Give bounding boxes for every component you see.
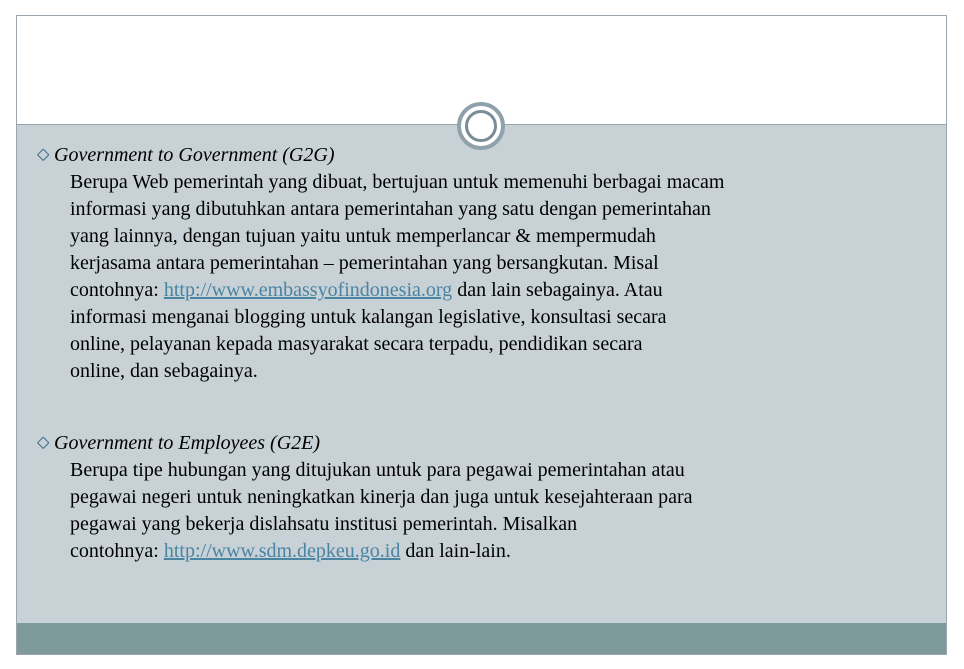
- body-line: online, dan sebagainya.: [70, 360, 258, 382]
- bullet-diamond-icon: [37, 148, 50, 161]
- link-prefix: contohnya:: [70, 540, 164, 562]
- body-line: Berupa Web pemerintah yang dibuat, bertujuan untuk memenuhi berbagai macam: [70, 171, 725, 193]
- body-line: pegawai negeri untuk neningkatkan kinerja dan juga untuk kesejahteraan para: [70, 486, 693, 508]
- bullet-heading: [38, 430, 895, 457]
- body-line: online, pelayanan kepada masyarakat secara terpadu, pendidikan secara: [70, 333, 643, 355]
- bullet-body: [70, 169, 895, 385]
- embassy-link[interactable]: http://www.embassyofindonesia.org: [163, 279, 453, 301]
- body-line: kerjasama antara pemerintahan – pemerintahan yang bersangkutan. Misal: [70, 252, 659, 274]
- body-line: informasi menganai blogging untuk kalangan legislative, konsultasi secara: [70, 306, 667, 328]
- bullet-heading-text: Government to Government (G2G): [54, 144, 335, 166]
- bullet-heading: [38, 142, 895, 169]
- bullet-diamond-icon: [37, 436, 50, 449]
- body-line: Berupa tipe hubungan yang ditujukan untuk para pegawai pemerintahan atau: [70, 459, 685, 481]
- bullet-heading-text: Government to Employees (G2E): [54, 432, 321, 454]
- body-line-with-link: [70, 538, 895, 565]
- bullet-g2e: [55, 430, 895, 565]
- link-suffix: dan lain sebagainya. Atau: [452, 279, 663, 301]
- body-line: informasi yang dibutuhkan antara pemerintahan yang satu dengan pemerintahan: [70, 198, 711, 220]
- link-prefix: contohnya:: [70, 279, 164, 301]
- body-line: pegawai yang bekerja dislahsatu institusi pemerintah. Misalkan: [70, 513, 578, 535]
- footer-band: [17, 623, 946, 655]
- body-line-with-link: [70, 277, 895, 304]
- bullet-body: [70, 457, 895, 565]
- body-line: yang lainnya, dengan tujuan yaitu untuk memperlancar & mempermudah: [70, 225, 656, 247]
- bullet-g2g: [55, 142, 895, 385]
- link-suffix: dan lain-lain.: [400, 540, 511, 562]
- sdm-depkeu-link[interactable]: http://www.sdm.depkeu.go.id: [163, 540, 401, 562]
